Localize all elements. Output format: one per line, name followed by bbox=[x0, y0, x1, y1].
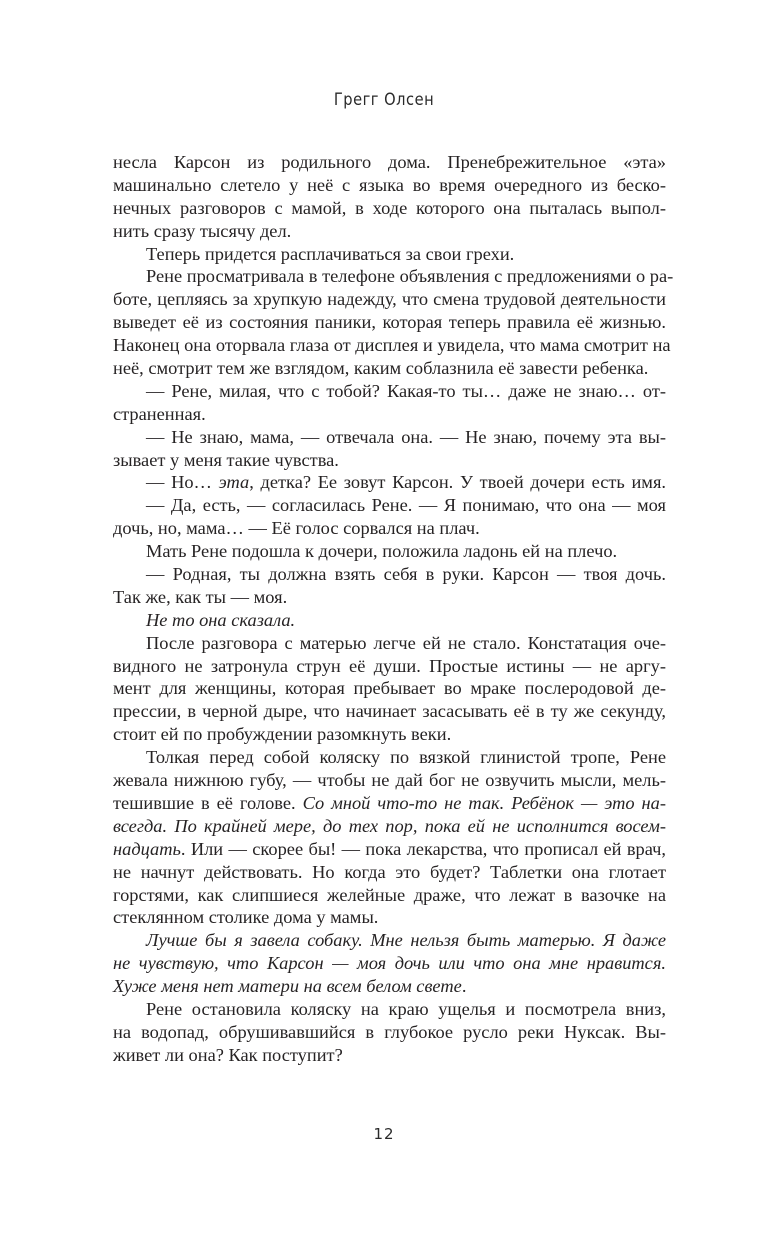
text-line: боте, цепляясь за хрупкую надежду, что смена трудовой деятельности bbox=[113, 289, 666, 310]
italic-run: эта bbox=[218, 472, 250, 493]
text-line: Толкая перед собой коляску по вязкой глинистой тропе, Рене bbox=[146, 747, 666, 768]
text-line: нить сразу тысячу дел. bbox=[113, 220, 292, 241]
italic-run: не чувствую, что Карсон — моя дочь или что она мне нравится. bbox=[113, 953, 666, 974]
text-line: — Рене, милая, что с тобой? Какая-то ты… даже не знаю… от- bbox=[146, 380, 666, 401]
text-line: нечных разговоров с мамой, в ходе которого она пыталась выпол- bbox=[113, 197, 666, 218]
text-line: машинально слетело у неё с языка во время очередного из беско- bbox=[113, 174, 666, 195]
text-line bbox=[113, 792, 666, 815]
text-run: , детка? Ее зовут Карсон. У твоей дочери есть имя. bbox=[249, 472, 666, 493]
text-line: Рене остановила коляску на краю ущелья и посмотрела вниз, bbox=[146, 998, 666, 1019]
text-line bbox=[113, 838, 666, 861]
text-line: стоит ей по пробуждении разомкнуть веки. bbox=[113, 724, 452, 745]
text-line: мент для женщины, которая пребывает во мраке послеродовой де- bbox=[113, 678, 666, 699]
text-line bbox=[113, 609, 666, 632]
text-line bbox=[113, 929, 666, 952]
body-text bbox=[113, 151, 674, 1067]
text-line: на водопад, обрушивавшийся в глубокое русло реки Нуксак. Вы- bbox=[113, 1021, 666, 1042]
text-line bbox=[113, 952, 666, 975]
italic-run: Хуже меня нет матери на всем белом свете bbox=[113, 976, 462, 997]
text-line: — Да, есть, — согласилась Рене. — Я понимаю, что она — моя bbox=[146, 495, 666, 516]
italic-run: Не то она сказала. bbox=[146, 609, 296, 630]
text-run: — Но… bbox=[146, 472, 219, 493]
text-line: жевала нижнюю губу, — чтобы не дай бог не озвучить мысли, мель- bbox=[113, 770, 666, 791]
text-line: Наконец она оторвала глаза от дисплея и увидела, что мама смотрит на bbox=[113, 335, 671, 356]
text-run: тешившие в её голове. bbox=[113, 792, 303, 813]
text-line: — Родная, ты должна взять себя в руки. Карсон — твоя дочь. bbox=[146, 564, 666, 585]
text-run: . bbox=[461, 976, 467, 997]
text-line bbox=[113, 975, 666, 998]
italic-run: надцать bbox=[113, 838, 181, 859]
text-line: — Не знаю, мама, — отвечала она. — Не знаю, почему эта вы- bbox=[146, 426, 666, 447]
text-line: Мать Рене подошла к дочери, положила ладонь ей на плечо. bbox=[146, 541, 618, 562]
running-head: Грегг Олсен bbox=[333, 90, 435, 110]
text-line: Так же, как ты — моя. bbox=[113, 586, 288, 607]
text-line: горстями, как слипшиеся желейные драже, что лежат в вазочке на bbox=[113, 884, 666, 905]
text-run: . Или — скорее бы! — пока лекарства, что прописал ей врач, bbox=[180, 838, 666, 859]
italic-run: всегда. По крайней мере, до тех пор, пока ей не исполнится восем- bbox=[113, 815, 666, 836]
text-line: страненная. bbox=[113, 403, 206, 424]
text-line: После разговора с матерью легче ей не стало. Констатация оче- bbox=[146, 632, 666, 653]
text-line: зывает у меня такие чувства. bbox=[113, 449, 339, 470]
text-line bbox=[113, 471, 666, 494]
italic-run: Лучше бы я завела собаку. Мне нельзя быть матерью. Я даже bbox=[146, 930, 666, 951]
text-line: неё, смотрит тем же взглядом, каким соблазнила её завести ребенка. bbox=[113, 358, 649, 379]
page-number: 12 bbox=[373, 1125, 395, 1143]
text-line: стеклянном столике дома у мамы. bbox=[113, 907, 379, 928]
text-line: несла Карсон из родильного дома. Пренебрежительное «эта» bbox=[113, 152, 666, 172]
italic-run: Со мной что-то не так. Ребёнок — это на- bbox=[302, 792, 666, 813]
text-line: прессии, в черной дыре, что начинает засасывать её в ту же секунду, bbox=[113, 701, 666, 722]
text-line: Теперь придется расплачиваться за свои грехи. bbox=[146, 243, 515, 264]
text-line bbox=[113, 815, 666, 838]
text-line: дочь, но, мама… — Её голос сорвался на плач. bbox=[113, 518, 480, 539]
text-line: видного не затронула струн её души. Простые истины — не аргу- bbox=[113, 655, 666, 676]
text-line: выведет её из состояния паники, которая теперь правила её жизнью. bbox=[113, 312, 666, 333]
text-line: живет ли она? Как поступит? bbox=[113, 1044, 343, 1065]
text-line: Рене просматривала в телефоне объявления с предложениями о ра- bbox=[146, 266, 674, 287]
text-line: не начнут действовать. Но когда это будет? Таблетки она глотает bbox=[113, 861, 666, 882]
